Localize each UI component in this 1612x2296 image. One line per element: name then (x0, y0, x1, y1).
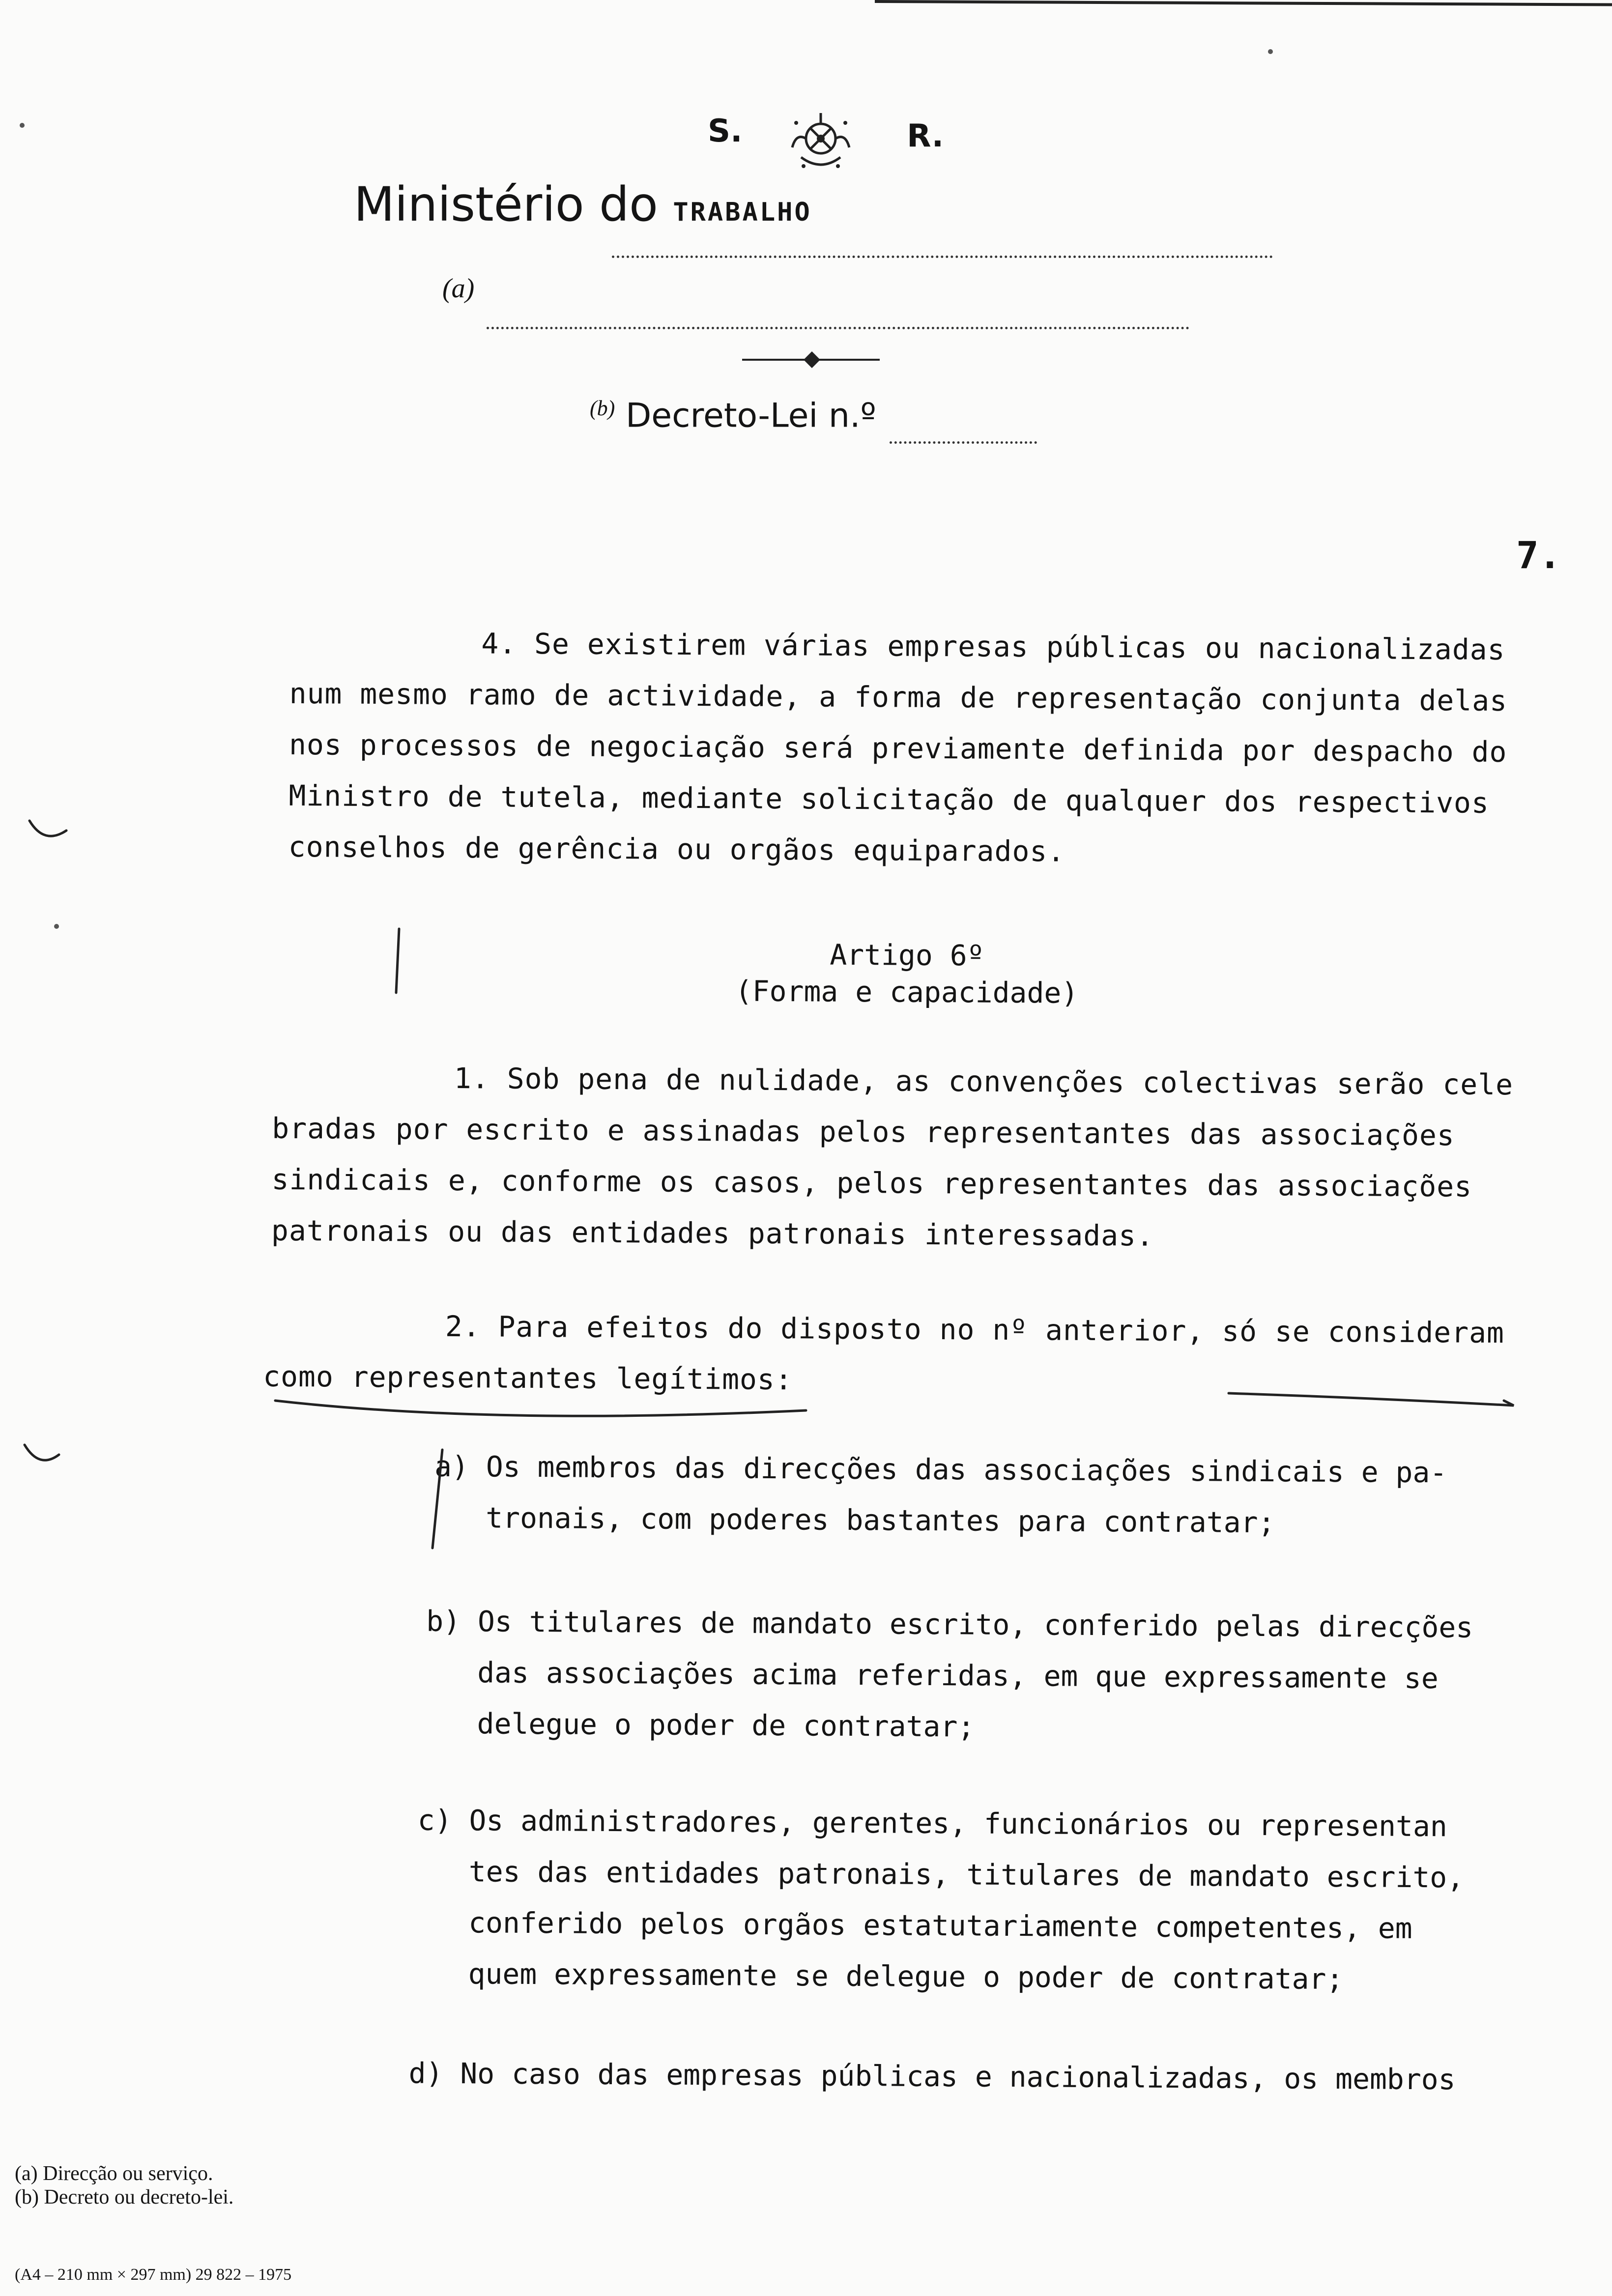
decree-footnote-mark: (b) (590, 396, 615, 420)
list-item-b: b) Os titulares de mandato escrito, conferido pelas direcções das associações acima referidas, em que expressamente se delegue o poder de contratar; (425, 1604, 1473, 1744)
footnote-b: (b) Decreto ou decreto-lei. (15, 2186, 234, 2209)
article-title: Artigo 6º (830, 938, 984, 973)
list-item-a: a) Os membros das direcções das associações sindicais e pa- tronais, com poderes bastantes para contratar; (434, 1449, 1447, 1540)
decree-label: Decreto-Lei n.º (625, 396, 876, 435)
list-item-d: d) No caso das empresas públicas e nacionalizadas, os membros (408, 2056, 1456, 2096)
letterhead-s: S. (708, 113, 743, 149)
scan-speck (1268, 49, 1273, 54)
scan-speck (54, 924, 59, 929)
field-a-label: (a) (442, 273, 475, 304)
scan-speck (20, 123, 25, 128)
paragraph-2: 2. Para efeitos do disposto no nº anterior, só se consideram como representantes legítimos: (263, 1309, 1505, 1397)
paragraph-1: 1. Sob pena de nulidade, as convenções colectivas serão cele bradas por escrito e assinadas pelos representantes das associações sindicais e, conforme os casos, pelos representantes das associações patronais ou das entidades patronais interessadas. (271, 1061, 1514, 1253)
letterhead-r: R. (907, 118, 944, 154)
ministry-label: Ministério do (354, 177, 658, 232)
article-subtitle: (Forma e capacidade) (735, 974, 1079, 1010)
list-item-c: c) Os administradores, gerentes, funcionários ou representan tes das entidades patronais, titulares de mandato escrito, conferido pelos orgãos estatutariamente competentes, em quem expressamente se delegue o poder de contratar; (416, 1803, 1465, 1996)
paragraph-4: 4. Se existirem várias empresas públicas ou nacionalizadas num mesmo ramo de actividade, a forma de representação conjunta delas nos processos de negociação será previamente definida por despacho do Ministro de tutela, mediante solicitação de qualquer dos respectivos conselhos de gerência ou orgãos equiparados. (288, 627, 1508, 868)
page-number: 7. (1516, 533, 1561, 577)
print-reference: (A4 – 210 mm × 297 mm) 29 822 – 1975 (15, 2266, 292, 2284)
footnote-a: (a) Direcção ou serviço. (15, 2162, 213, 2185)
ministry-department: TRABALHO (673, 198, 812, 227)
